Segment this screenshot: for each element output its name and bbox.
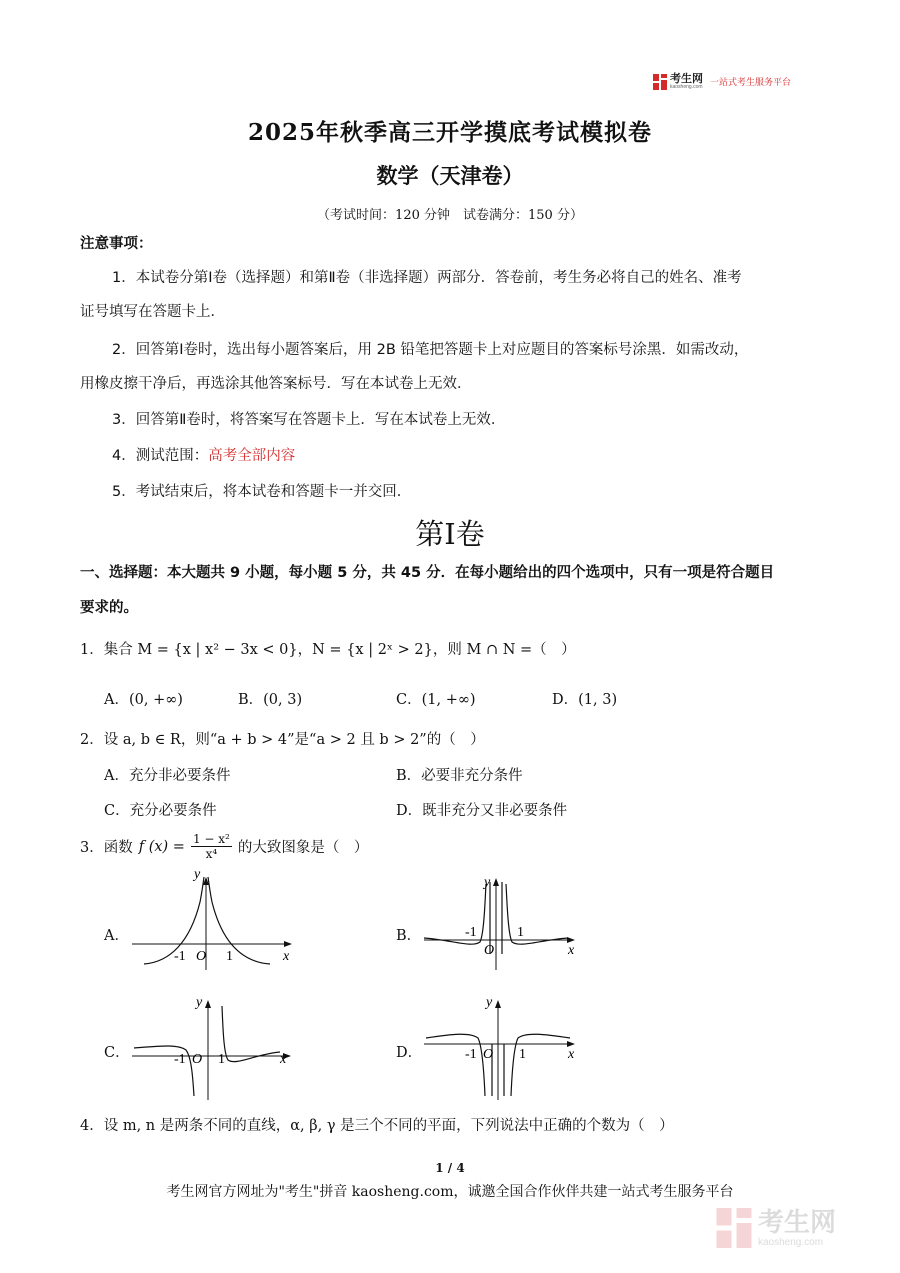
question-3-prefix: 3．函数 (80, 840, 133, 856)
header-logo[interactable] (653, 73, 791, 90)
question-3-option-a[interactable]: A． (104, 928, 129, 944)
tick-neg-one: -1 (465, 1047, 477, 1062)
exam-title: 2025年秋季高三开学摸底考试模拟卷 (247, 119, 652, 146)
tick-one: 1 (218, 1052, 225, 1067)
question-4-stem: 4．设 m, n 是两条不同的直线，α, β, γ 是三个不同的平面，下列说法中正确的个数为（ ） (80, 1118, 674, 1134)
watermark-name: 考生网 (758, 1207, 837, 1238)
notice-item-2: 2．回答第Ⅰ卷时，选出每小题答案后，用 2B 铅笔把答题卡上对应题目的答案标号涂黑．如需改动， (112, 342, 749, 358)
kaosheng-logo-icon (653, 74, 667, 90)
footer-note: 考生网官方网址为"考生"拼音 kaosheng.com，诚邀全国合作伙伴共建一站式考生服务平台 (166, 1184, 734, 1200)
logo-url: kaosheng.com (670, 84, 703, 90)
watermark (716, 1208, 836, 1248)
exam-info: （考试时间：120 分钟 试卷满分：150 分） (317, 208, 583, 223)
curve-right (222, 1006, 280, 1062)
watermark-logo-icon (716, 1208, 752, 1248)
curve-right (208, 877, 270, 964)
question-3-option-b[interactable]: B． (396, 928, 422, 944)
notice-heading: 注意事项： (80, 236, 153, 252)
notice-item-3: 3．回答第Ⅱ卷时，将答案写在答题卡上．写在本试卷上无效． (112, 412, 506, 428)
question-3-suffix: 的大致图象是（ ） (237, 840, 369, 856)
test-scope: 高考全部内容 (208, 448, 296, 464)
page-number: 1 / 4 (435, 1161, 465, 1175)
logo-text (670, 73, 703, 90)
tick-neg-one: -1 (174, 949, 186, 964)
origin-label: O (484, 943, 495, 958)
tick-one: 1 (226, 949, 233, 964)
section-title: 第Ⅰ卷 (415, 517, 485, 551)
tick-neg-one: -1 (465, 925, 477, 940)
origin-label: O (192, 1052, 203, 1067)
question-2-option-d[interactable]: D．既非充分又非必要条件 (396, 803, 568, 819)
question-2-option-b[interactable]: B．必要非充分条件 (396, 768, 523, 784)
y-axis-arrow-icon (493, 878, 499, 886)
tick-one: 1 (519, 1047, 526, 1062)
x-axis-arrow-icon (284, 941, 292, 947)
question-1-stem: 1．集合 M = {x | x² − 3x < 0}，N = {x | 2ˣ > 2}，则 M ∩ N =（ ） (80, 642, 576, 658)
tick-one: 1 (517, 925, 524, 940)
tick-neg-one: -1 (174, 1052, 186, 1067)
question-2-stem: 2．设 a, b ∈ R，则“a + b > 4”是“a > 2 且 b > 2”的（ ） (80, 732, 485, 748)
watermark-text (752, 1209, 836, 1248)
y-axis-label: y (484, 875, 491, 890)
fraction-denominator: x⁴ (205, 847, 218, 861)
y-axis-label: y (194, 867, 201, 882)
question-3-function: f (x) = (138, 838, 185, 855)
notice-item-2-cont: 用橡皮擦干净后，再选涂其他答案标号．写在本试卷上无效． (80, 376, 472, 392)
section-intro: 一、选择题：本大题共 9 小题，每小题 5 分，共 45 分．在每小题给出的四个选项中，只有一项是符合题目 (80, 565, 775, 581)
question-1-option-a[interactable]: A．(0, +∞) (104, 692, 183, 708)
question-3-option-c[interactable]: C． (104, 1045, 130, 1061)
curve-right (506, 884, 568, 944)
question-1-option-b[interactable]: B．(0, 3) (238, 692, 303, 708)
question-3-stem (80, 832, 368, 861)
question-2-option-a[interactable]: A．充分非必要条件 (104, 768, 231, 784)
curve-left (424, 884, 486, 944)
x-axis-label: x (280, 1052, 287, 1067)
y-axis-arrow-icon (495, 1000, 501, 1008)
x-axis-label: x (568, 943, 575, 958)
notice-item-4-prefix: 4．测试范围： (112, 448, 209, 464)
graph-d (422, 992, 592, 1102)
curve-right (511, 1034, 570, 1096)
y-axis-label: y (196, 995, 203, 1010)
exam-subject: 数学（天津卷） (376, 163, 524, 188)
x-axis-label: x (283, 949, 290, 964)
curve-left (426, 1034, 485, 1096)
section-intro-cont: 要求的。 (80, 600, 138, 616)
notice-item-5: 5．考试结束后，将本试卷和答题卡一并交回． (112, 484, 412, 500)
logo-slogan: 一站式考生服务平台 (710, 78, 792, 88)
question-3-fraction (191, 832, 232, 861)
question-2-option-c[interactable]: C．充分必要条件 (104, 803, 217, 819)
y-axis-arrow-icon (205, 1000, 211, 1008)
origin-label: O (483, 1047, 494, 1062)
question-1-option-d[interactable]: D．(1, 3) (552, 692, 618, 708)
origin-label: O (196, 949, 207, 964)
notice-item-1: 1．本试卷分第Ⅰ卷（选择题）和第Ⅱ卷（非选择题）两部分．答卷前，考生务必将自己的姓名、准考 (112, 270, 742, 286)
watermark-url: kaosheng.com (758, 1236, 824, 1248)
y-axis-label: y (486, 995, 493, 1010)
notice-item-4 (112, 446, 295, 466)
graph-a (130, 867, 300, 972)
x-axis-label: x (568, 1047, 575, 1062)
notice-item-1-cont: 证号填写在答题卡上． (80, 304, 225, 320)
logo-name: 考生网 (670, 72, 703, 85)
graph-c (130, 992, 300, 1102)
question-3-option-d[interactable]: D． (396, 1045, 423, 1061)
question-1-option-c[interactable]: C．(1, +∞) (396, 692, 476, 708)
graph-b (422, 872, 592, 972)
fraction-numerator: 1 − x² (192, 832, 230, 846)
